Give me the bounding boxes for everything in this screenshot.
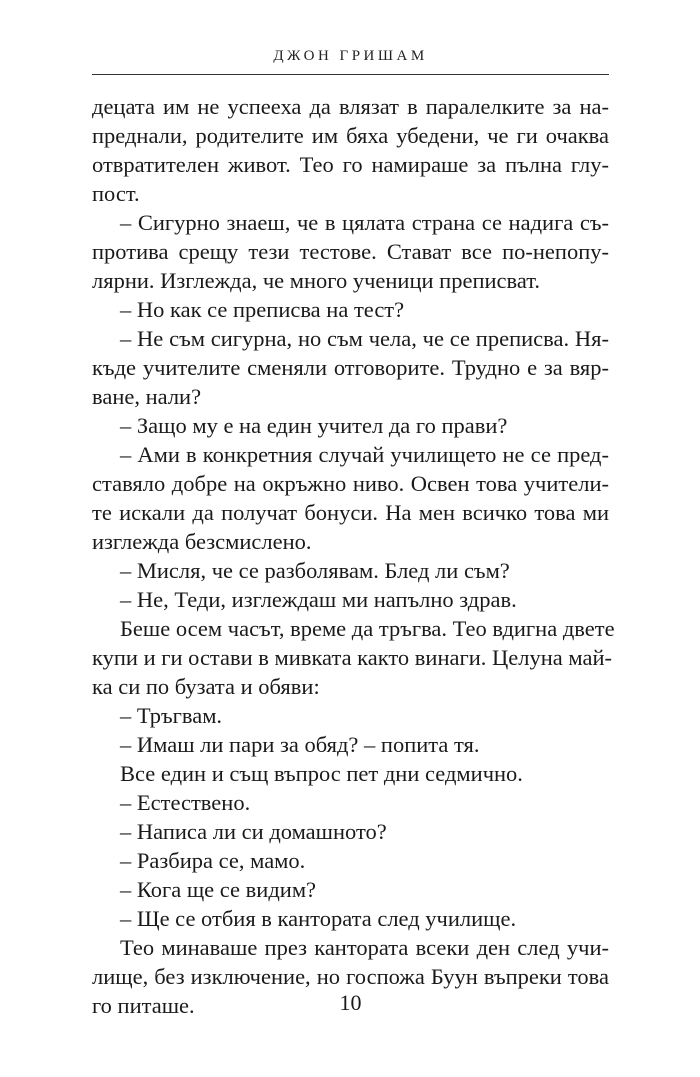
text-line: лище, без изключение, но госпожа Буун въпреки това: [92, 964, 609, 989]
text-line: – Тръгвам.: [120, 703, 223, 728]
text-line: – Естествено.: [120, 790, 251, 815]
text-line: – Кога ще се видим?: [120, 877, 317, 902]
text-line: – Имаш ли пари за обяд? – попита тя.: [120, 732, 480, 757]
text-line: Тео минаваше през кантората всеки ден след учи-: [120, 935, 609, 960]
header-rule: [92, 74, 609, 75]
body-text: [92, 92, 615, 1020]
text-line: – Мисля, че се разболявам. Блед ли съм?: [120, 558, 510, 583]
text-line: децата им не успееха да влязат в паралелките за на-: [92, 94, 609, 119]
text-line: – Защо му е на един учител да го прави?: [120, 413, 508, 438]
text-line: ка си по бузата и обяви:: [92, 674, 320, 699]
text-line: – Ще се отбия в кантората след училище.: [120, 906, 517, 931]
text-line: го питаше.: [92, 993, 195, 1018]
text-line: – Но как се преписва на тест?: [120, 297, 405, 322]
text-line: Беше осем часът, време да тръгва. Тео вдигна двете: [120, 616, 615, 641]
page-number: 10: [339, 990, 362, 1015]
text-line: ставяло добре на окръжно ниво. Освен това учители-: [92, 471, 609, 496]
text-line: – Не съм сигурна, но съм чела, че се преписва. Ня-: [120, 326, 609, 351]
text-line: протива срещу тези тестове. Стават все по-непопу-: [92, 239, 609, 264]
running-header: ДЖОН ГРИШАМ: [273, 48, 428, 64]
text-line: отвратителен живот. Тео го намираше за пълна глу-: [92, 152, 609, 177]
text-line: купи и ги остави в мивката както винаги. Целуна май-: [92, 645, 612, 670]
text-line: те искали да получат бонуси. На мен всичко това ми: [92, 500, 609, 525]
text-line: лярни. Изглежда, че много ученици преписват.: [92, 268, 541, 293]
text-line: Все един и същ въпрос пет дни седмично.: [120, 761, 523, 786]
text-line: – Написа ли си домашното?: [120, 819, 387, 844]
text-line: изглежда безсмислено.: [92, 529, 312, 554]
text-line: – Сигурно знаеш, че в цялата страна се надига съ-: [120, 210, 609, 235]
text-line: – Ами в конкретния случай училището не се пред-: [120, 442, 609, 467]
text-line: пост.: [92, 181, 140, 206]
text-line: къде учителите сменяли отговорите. Трудно е за вяр-: [92, 355, 609, 380]
text-line: – Не, Теди, изглеждаш ми напълно здрав.: [120, 587, 517, 612]
text-line: преднали, родителите им бяха убедени, че ги очаква: [92, 123, 609, 148]
text-line: – Разбира се, мамо.: [120, 848, 306, 873]
text-line: ване, нали?: [92, 384, 202, 409]
